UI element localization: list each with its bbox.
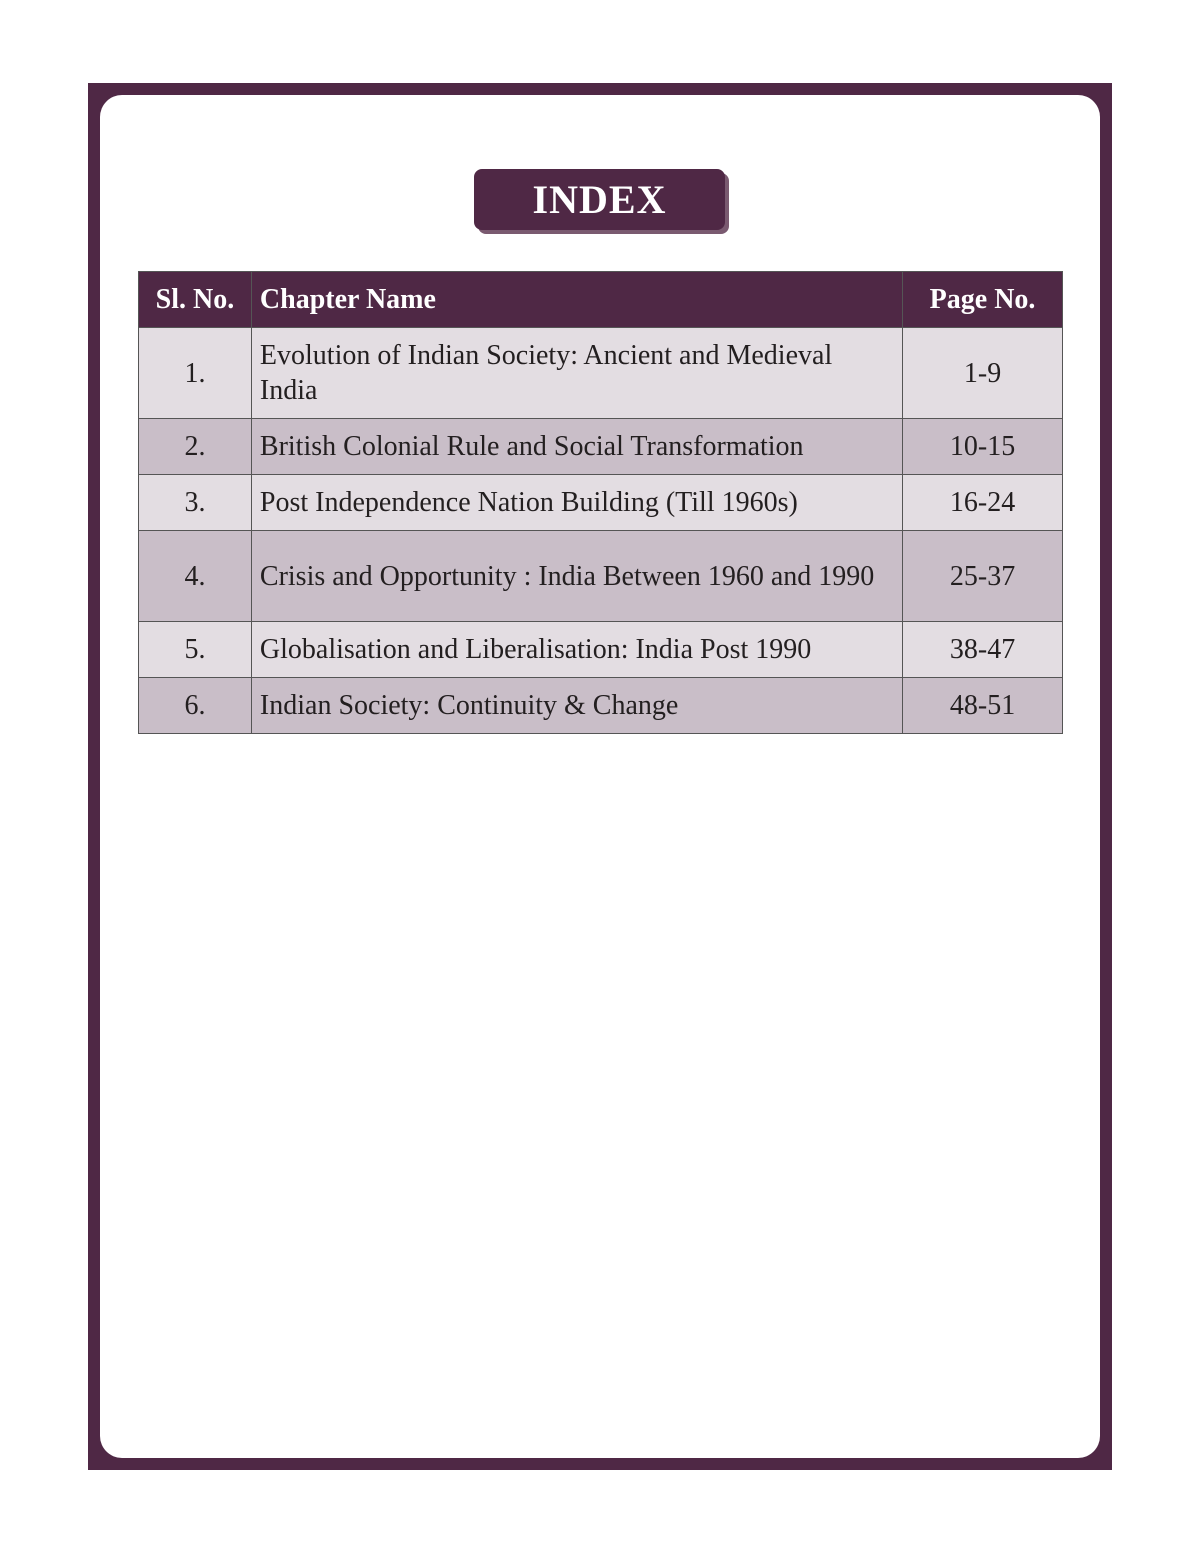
row-chapter-name: Crisis and Opportunity : India Between 1960 and 1990 [251,531,902,622]
row-chapter-name: Indian Society: Continuity & Change [251,678,902,734]
row-chapter-name: Evolution of Indian Society: Ancient and Medieval India [251,328,902,419]
table-row [139,531,1063,622]
row-sl-no: 2. [139,419,252,475]
row-page-range: 25-37 [903,531,1063,622]
table-header-row [139,272,1063,328]
row-page-range: 1-9 [903,328,1063,419]
row-page-range: 38-47 [903,622,1063,678]
row-page-range: 10-15 [903,419,1063,475]
page-title: INDEX [474,169,725,230]
header-chapter-name: Chapter Name [251,272,902,328]
table-row [139,419,1063,475]
table-row [139,622,1063,678]
row-sl-no: 6. [139,678,252,734]
table-row [139,328,1063,419]
header-sl-no: Sl. No. [139,272,252,328]
table-row [139,475,1063,531]
row-chapter-name: Globalisation and Liberalisation: India Post 1990 [251,622,902,678]
row-chapter-name: Post Independence Nation Building (Till 1960s) [251,475,902,531]
row-page-range: 48-51 [903,678,1063,734]
row-page-range: 16-24 [903,475,1063,531]
row-sl-no: 5. [139,622,252,678]
row-sl-no: 3. [139,475,252,531]
row-sl-no: 1. [139,328,252,419]
row-sl-no: 4. [139,531,252,622]
index-table [138,271,1063,734]
row-chapter-name: British Colonial Rule and Social Transformation [251,419,902,475]
header-page-no: Page No. [903,272,1063,328]
table-row [139,678,1063,734]
